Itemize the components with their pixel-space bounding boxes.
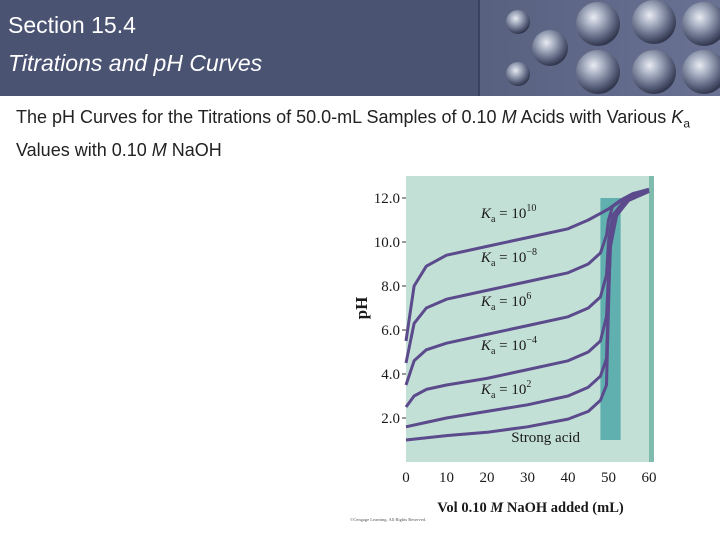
header-banner <box>0 0 720 96</box>
orb-2 <box>682 2 720 46</box>
intro-text: The pH Curves for the Titrations of 50.0-mL Samples of 0.10 M Acids with Various $K_a$ Values with 0.10 M NaOH <box>16 107 690 160</box>
series-label-2: $K_a = 10^6$ <box>480 290 532 313</box>
title-box <box>0 0 480 96</box>
x-axis-label: Vol 0.10 M NaOH added (mL) <box>437 500 624 516</box>
series-label-1: $K_a = 10^{-8}$ <box>480 246 538 269</box>
x-tick-label-6: 60 <box>641 470 657 486</box>
y-tick-label-2: 6.0 <box>381 323 400 339</box>
x-tick-label-3: 30 <box>520 470 535 486</box>
orb-6 <box>532 30 568 66</box>
x-tick-label-2: 20 <box>479 470 495 486</box>
y-tick-label-1: 4.0 <box>381 367 400 383</box>
x-tick-label-5: 50 <box>601 470 616 486</box>
orb-7 <box>506 10 530 34</box>
orb-8 <box>506 62 530 86</box>
orb-1 <box>632 0 676 44</box>
series-label-5: Strong acid <box>511 430 581 447</box>
titration-chart <box>340 168 670 530</box>
orb-5 <box>682 50 720 94</box>
decorative-orbs-image <box>478 0 720 96</box>
copyright-credit: ©Cengage Learning. All Rights Reserved. <box>350 517 427 522</box>
y-tick-label-0: 2.0 <box>381 411 400 427</box>
orb-0 <box>576 2 620 46</box>
plot-edge <box>649 176 654 462</box>
series-label-0: $K_a = 10^{10}$ <box>480 202 537 225</box>
x-tick-label-0: 0 <box>402 470 410 486</box>
y-tick-label-4: 10.0 <box>373 235 400 251</box>
section-title: Section 15.4 <box>8 12 136 38</box>
x-tick-label-4: 40 <box>560 470 576 486</box>
x-tick-label-1: 10 <box>439 470 454 486</box>
orb-3 <box>576 50 620 94</box>
series-label-3: $K_a = 10^{-4}$ <box>480 334 538 357</box>
section-subtitle: Titrations and pH Curves <box>8 50 263 76</box>
y-tick-label-3: 8.0 <box>381 279 400 295</box>
series-label-4: $K_a = 10^2$ <box>480 378 532 401</box>
y-tick-label-5: 12.0 <box>373 191 400 207</box>
orb-4 <box>632 50 676 94</box>
y-axis-label: pH <box>352 296 371 320</box>
